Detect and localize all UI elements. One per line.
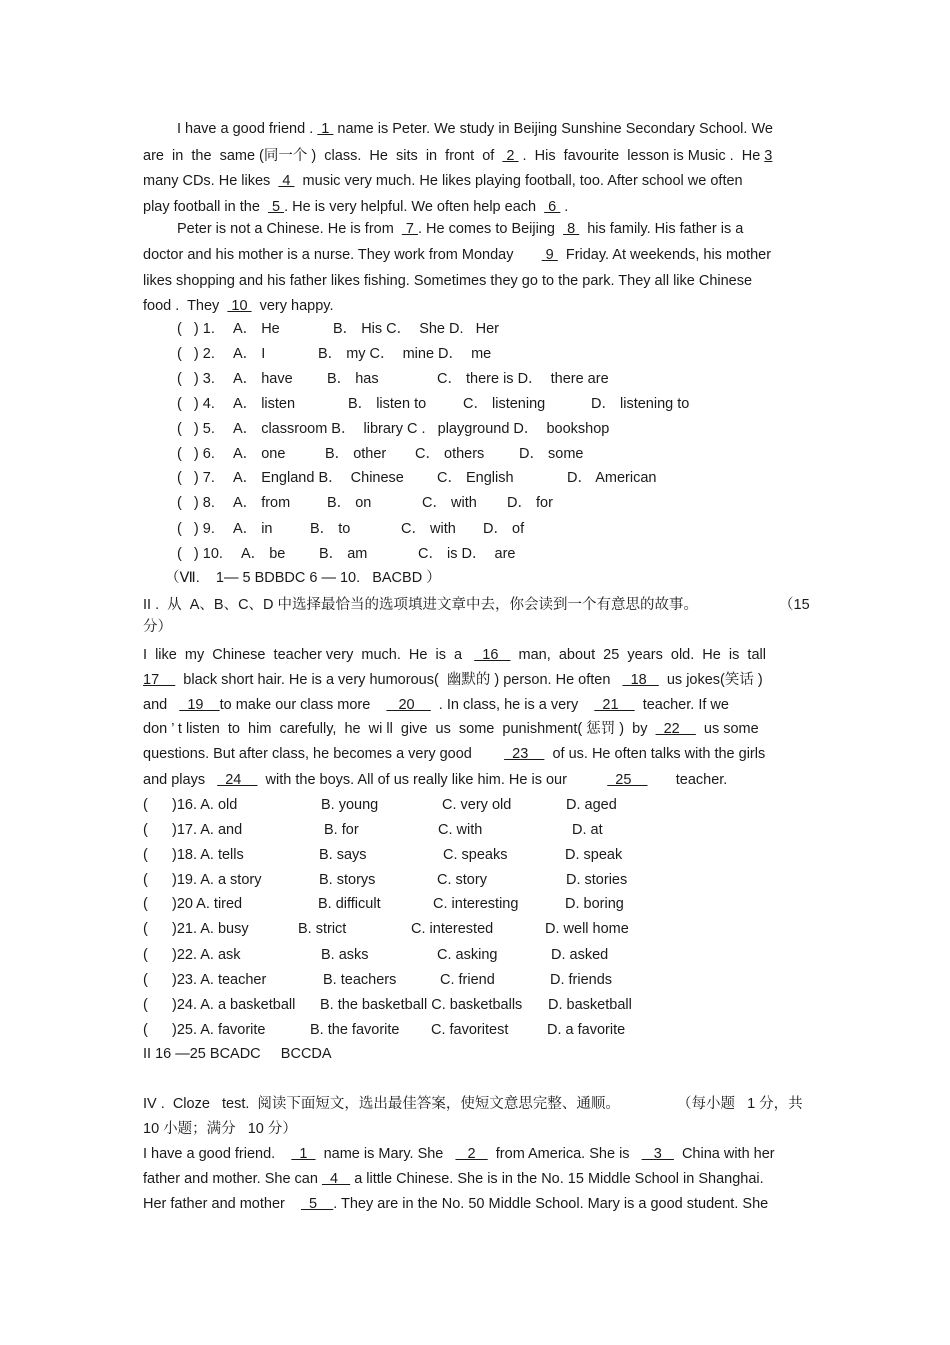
section2-line: I like my Chinese teacher very much. He is a 16 man, about 25 years old. He is tall bbox=[143, 647, 766, 663]
passage1-line: I have a good friend . 1 name is Peter. We study in Beijing Sunshine Secondary School. We bbox=[177, 121, 773, 137]
section2-line: and plays 24 with the boys. All of us really like him. He is our 25 teacher. bbox=[143, 772, 728, 788]
section4-line: Her father and mother 5 . They are in the No. 50 Middle School. Mary is a good student. She bbox=[143, 1196, 769, 1212]
section2-line: don ’ t listen to him carefully, he wi ll give us some punishment( 惩罚 ) by 22 us some bbox=[143, 721, 759, 737]
passage1-line: doctor and his mother is a nurse. They work from Monday 9 Friday. At weekends, his mother bbox=[143, 247, 772, 263]
answer-key: （Ⅶ. 1— 5 BDBDC 6 — 10. BACBD ） bbox=[165, 570, 441, 586]
passage1-line: Peter is not a Chinese. He is from 7 . He comes to Beijing 8 his family. His father is a bbox=[177, 221, 744, 237]
passage1-line: food . They 10 very happy. bbox=[143, 298, 334, 314]
section2-line: and 19 to make our class more 20 . In class, he is a very 21 teacher. If we bbox=[143, 697, 729, 713]
section-heading: 分） bbox=[143, 619, 172, 635]
passage1-line: many CDs. He likes 4 music very much. He likes playing football, too. After school we often bbox=[143, 173, 743, 189]
passage1-line: are in the same (同一个 ) class. He sits in front of 2 . His favourite lesson is Music . He 3 bbox=[143, 148, 773, 164]
passage1-line: likes shopping and his father likes fishing. Sometimes they go to the park. They all like Chinese bbox=[143, 273, 753, 289]
section4-line: father and mother. She can 4 a little Chinese. She is in the No. 15 Middle School in Shanghai. bbox=[143, 1171, 764, 1187]
passage1-line: play football in the 5 . He is very helpful. We often help each 6 . bbox=[143, 199, 569, 215]
section-heading: IV . Cloze test. 阅读下面短文，选出最佳答案，使短文意思完整、通顺。 （每小题 1 分，共 bbox=[143, 1096, 803, 1112]
document-page: I have a good friend . 1 name is Peter. We study in Beijing Sunshine Secondary School. We are in the same (同一个 ) class. He sits in front of 2 . His favourite lesson is Music . He 3 many CDs. He likes 4 music very much. He likes playing football, too. After school we often play football in the 5 . He is very helpful. We often help each 6 . Peter is not a Chinese. He is from 7 . He comes to Beijing 8 his family. His father is a doctor and his mother is a nurse. They work from Monday 9 Friday. At weekends, his mother likes shopping and his father likes fishing. Sometimes they go to the park. They all like Chinese food . They 10 very happy. ( ) 1. A． He B． His C． She D. Her ( ) 2. A． I B． my C． mine D． me ( ) 3. A． have B． has C． there is D． there are ( ) 4. A． listen B． listen to C． listening D． listening to ( ) 5. A． classroom B． library C . playground D． bookshop ( ) 6. A． one B． other C． others D． some ( ) 7. A． England B． Chinese C． English D． American ( ) 8. A． from B． on C． with D． for ( ) 9. A． in B． to C． with D． of ( ) 10. A． be B． am C． is D． are （Ⅶ. 1— 5 BDBDC 6 — 10. BACBD ） II . 从 A、B、C、D 中选择最恰当的选项填进文章中去，你会读到一个有意思的故事。 （15 分） I like my Chinese teacher very much. He is a 16 man, about 25 years old. He is tall 17 black short hair. He is a very humorous( 幽默的 ) person. He often 18 us jokes(笑话 ) and 19 to make our class more 20 . In class, he is a very 21 teacher. If we don ’ t listen to him carefully, he wi ll give us some punishment( 惩罚 ) by 22 us some questions. But after class, he becomes a very good 23 of us. He often talks with the girls and plays 24 with the boys. All of us really like him. He is our 25 teacher. ( )16. A. old B. young C. very old D. aged ( )17. A. and B. for C. with D. at ( )18. A. tells B. says C. speaks D. speak ( )19. A. a story B. storys C. story D. stories ( )20 A. tired B. difficult C. interesting D. boring ( )21. A. busy B. strict C. interested D. well home ( )22. A. ask B. asks C. asking D. asked ( )23. A. teacher B. teachers C. friend D. friends ( )24. A. a basketball B. the basketball C. basketballs D. basketball ( )25. A. favorite B. the favorite C. favoritest D. a favorite II 16 —25 BCADC BCCDA IV . Cloze test. 阅读下面短文，选出最佳答案，使短文意思完整、通顺。 （每小题 1 分，共 10 小题；满分 10 分） I have a good friend. 1 name is Mary. She 2 from America. She is 3 China with her father and mother. She can 4 a little Chinese. She is in the No. 15 Middle School in Shanghai. Her father and mother 5 . They are in the No. 50 Middle School. Mary is a good student. She bbox=[0, 0, 950, 1345]
section-heading: II . 从 A、B、C、D 中选择最恰当的选项填进文章中去，你会读到一个有意思的故事。 （15 bbox=[143, 597, 810, 613]
section4-line: I have a good friend. 1 name is Mary. She 2 from America. She is 3 China with her bbox=[143, 1146, 775, 1162]
section2-line: questions. But after class, he becomes a very good 23 of us. He often talks with the girls bbox=[143, 746, 766, 762]
section-heading: 10 小题；满分 10 分） bbox=[143, 1121, 297, 1137]
answer-key: II 16 —25 BCADC BCCDA bbox=[143, 1046, 332, 1062]
section2-line: 17 black short hair. He is a very humorous( 幽默的 ) person. He often 18 us jokes(笑话 ) bbox=[143, 672, 763, 688]
